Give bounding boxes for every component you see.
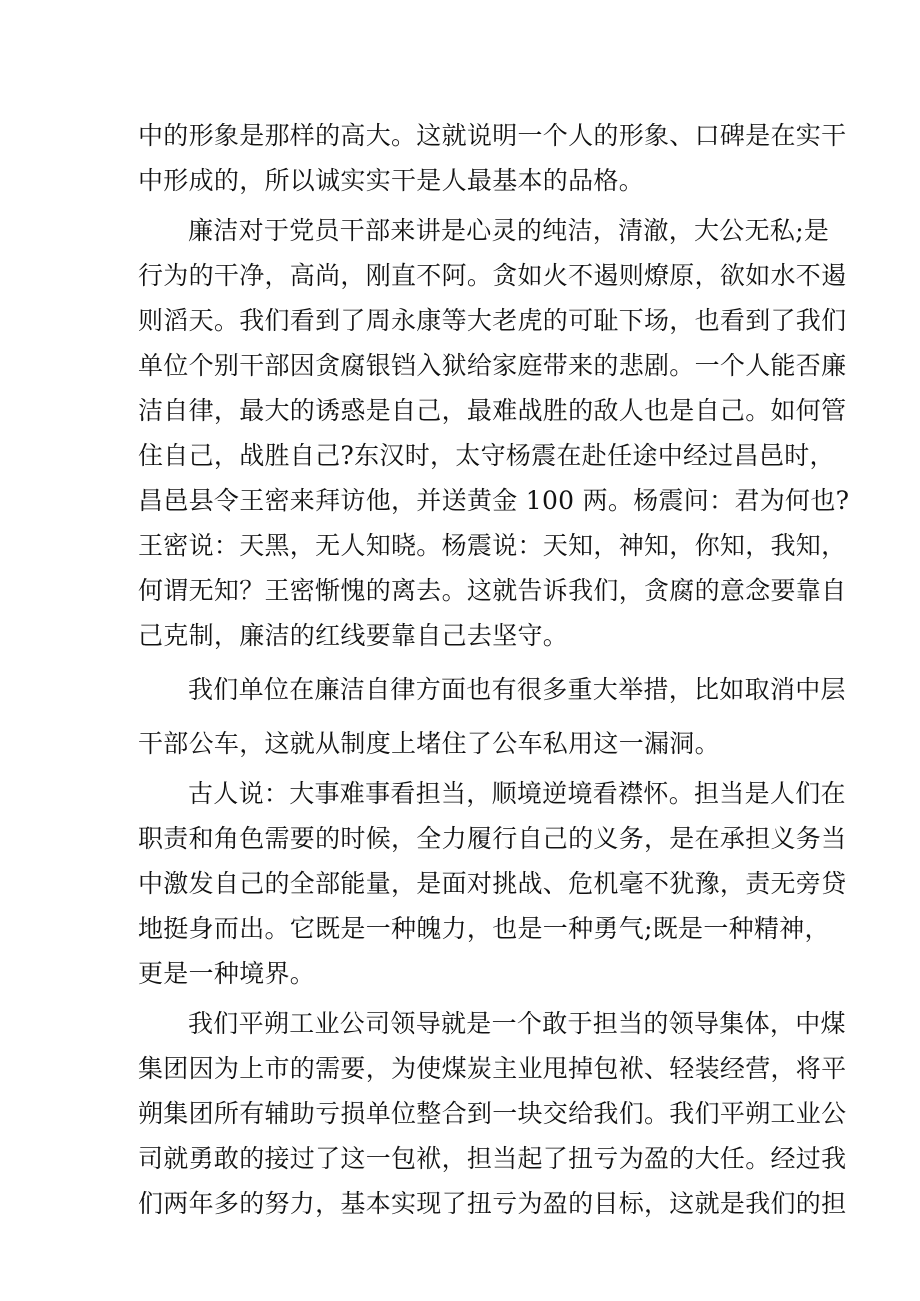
text-line: 何谓无知？王密惭愧的离去。这就告诉我们，贪腐的意念要靠自 — [138, 576, 847, 605]
paragraph-first-line: 我们单位在廉洁自律方面也有很多重大举措，比如取消中层 — [188, 675, 846, 704]
text-line: 则滔天。我们看到了周永康等大老虎的可耻下场，也看到了我们 — [138, 306, 847, 335]
text-line: 洁自律，最大的诱惑是自己，最难战胜的敌人也是自己。如何管 — [138, 396, 847, 425]
document-body — [138, 113, 850, 1226]
text-line: 昌邑县令王密来拜访他，并送黄金 100 两。杨震问：君为何也? — [138, 486, 850, 515]
text-line: 地挺身而出。它既是一种魄力，也是一种勇气;既是一种精神， — [138, 914, 830, 943]
text-line: 司就勇敢的接过了这一包袱，担当起了扭亏为盈的大任。经过我 — [138, 1144, 847, 1173]
text-line: 干部公车，这就从制度上堵住了公车私用这一漏洞。 — [138, 729, 720, 758]
text-line: 己克制，廉洁的红线要靠自己去坚守。 — [138, 621, 569, 650]
paragraph-first-line: 我们平朔工业公司领导就是一个敢于担当的领导集体，中煤 — [188, 1009, 846, 1038]
text-line: 单位个别干部因贪腐银铛入狱给家庭带来的悲剧。一个人能否廉 — [138, 351, 847, 380]
text-line: 更是一种境界。 — [138, 959, 316, 988]
text-line: 王密说：天黑，无人知晓。杨震说：天知，神知，你知，我知， — [138, 531, 847, 560]
paragraph-first-line: 古人说：大事难事看担当，顺境逆境看襟怀。担当是人们在 — [188, 779, 846, 808]
text-line: 中形成的，所以诚实实干是人最基本的品格。 — [138, 166, 645, 195]
text-line: 住自己，战胜自己?东汉时，太守杨震在赴任途中经过昌邑时， — [138, 441, 835, 470]
text-line: 们两年多的努力，基本实现了扭亏为盈的目标，这就是我们的担 — [138, 1189, 847, 1218]
text-line: 集团因为上市的需要，为使煤炭主业甩掉包袱、轻装经营，将平 — [138, 1054, 847, 1083]
text-line: 中激发自己的全部能量，是面对挑战、危机毫不犹豫，责无旁贷 — [138, 869, 847, 898]
text-line: 行为的干净，高尚，刚直不阿。贪如火不遏则燎原，欲如水不遏 — [138, 261, 847, 290]
text-line: 朔集团所有辅助亏损单位整合到一块交给我们。我们平朔工业公 — [138, 1099, 847, 1128]
text-line: 职责和角色需要的时候，全力履行自己的义务，是在承担义务当 — [138, 824, 847, 853]
paragraph-first-line: 廉洁对于党员干部来讲是心灵的纯洁，清澈，大公无私;是 — [188, 216, 830, 245]
text-line: 中的形象是那样的高大。这就说明一个人的形象、口碑是在实干 — [138, 121, 847, 150]
